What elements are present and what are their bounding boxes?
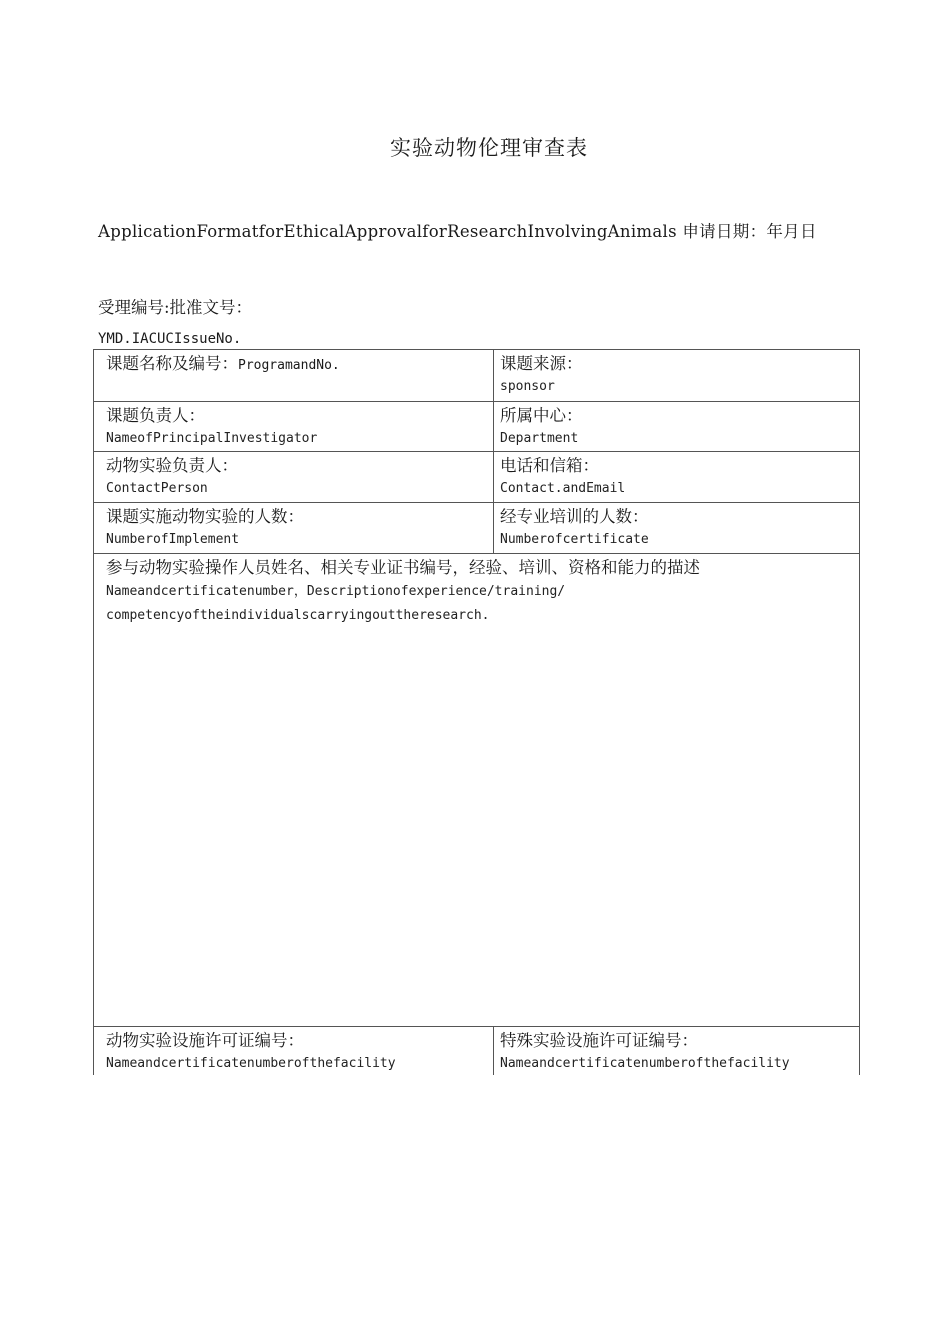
implement-count-label-cn: 课题实施动物实验的人数：: [106, 507, 304, 526]
phone-email-label-cn: 电话和信箱：: [500, 456, 599, 475]
facility-license-cell[interactable]: [94, 1027, 494, 1076]
table-row: [94, 1027, 860, 1076]
principal-investigator-label-cn: 课题负责人：: [106, 406, 205, 425]
table-row: [94, 350, 860, 402]
special-facility-license-label-en: Nameandcertificatenumberofthefacility: [500, 1056, 790, 1071]
program-source-cell[interactable]: [494, 350, 860, 402]
special-facility-license-label-cn: 特殊实验设施许可证编号：: [500, 1031, 698, 1050]
table-row: [94, 402, 860, 452]
table-row: [94, 503, 860, 554]
department-label-en: Department: [500, 431, 579, 446]
phone-email-label-en: Contact.andEmail: [500, 481, 626, 496]
phone-email-cell[interactable]: [494, 452, 860, 503]
implement-count-cell[interactable]: [94, 503, 494, 554]
contact-person-cell[interactable]: [94, 452, 494, 503]
table-row: [94, 452, 860, 503]
form-subtitle-application-date: ApplicationFormatforEthicalApprovalforResearchInvolvingAnimals 申请日期：年月日: [98, 222, 817, 241]
contact-person-label-cn: 动物实验负责人：: [106, 456, 238, 475]
program-source-label-cn: 课题来源：: [500, 354, 583, 373]
department-label-cn: 所属中心：: [500, 406, 583, 425]
trained-count-cell[interactable]: [494, 503, 860, 554]
personnel-description-label-en-1: Nameandcertificatenumber，Descriptionofexperience/training/: [106, 584, 566, 599]
table-row: [94, 554, 860, 1027]
department-cell[interactable]: [494, 402, 860, 452]
personnel-description-cell[interactable]: [94, 554, 860, 1027]
contact-person-label-en: ContactPerson: [106, 481, 208, 496]
program-source-label-en: sponsor: [500, 379, 555, 394]
form-title: 实验动物伦理审查表: [390, 136, 588, 160]
trained-count-label-cn: 经专业培训的人数：: [500, 507, 649, 526]
acceptance-approval-number-line: 受理编号:批准文号：: [98, 298, 253, 317]
program-name-label: 课题名称及编号：ProgramandNo.: [106, 354, 340, 373]
implement-count-label-en: NumberofImplement: [106, 532, 240, 547]
personnel-description-label-cn: 参与动物实验操作人员姓名、相关专业证书编号，经验、培训、资格和能力的描述: [106, 558, 700, 577]
program-name-cell[interactable]: [94, 350, 494, 402]
iacuc-issue-number-line: YMD.IACUCIssueNo.: [98, 331, 242, 347]
ethics-review-form-table: [93, 349, 860, 1075]
personnel-description-label-en-2: competencyoftheindividualscarryingouttheresearch.: [106, 608, 490, 623]
principal-investigator-label-en: NameofPrincipalInvestigator: [106, 431, 318, 446]
trained-count-label-en: Numberofcertificate: [500, 532, 649, 547]
facility-license-label-cn: 动物实验设施许可证编号：: [106, 1031, 304, 1050]
facility-license-label-en: Nameandcertificatenumberofthefacility: [106, 1056, 396, 1071]
principal-investigator-cell[interactable]: [94, 402, 494, 452]
special-facility-license-cell[interactable]: [494, 1027, 860, 1076]
